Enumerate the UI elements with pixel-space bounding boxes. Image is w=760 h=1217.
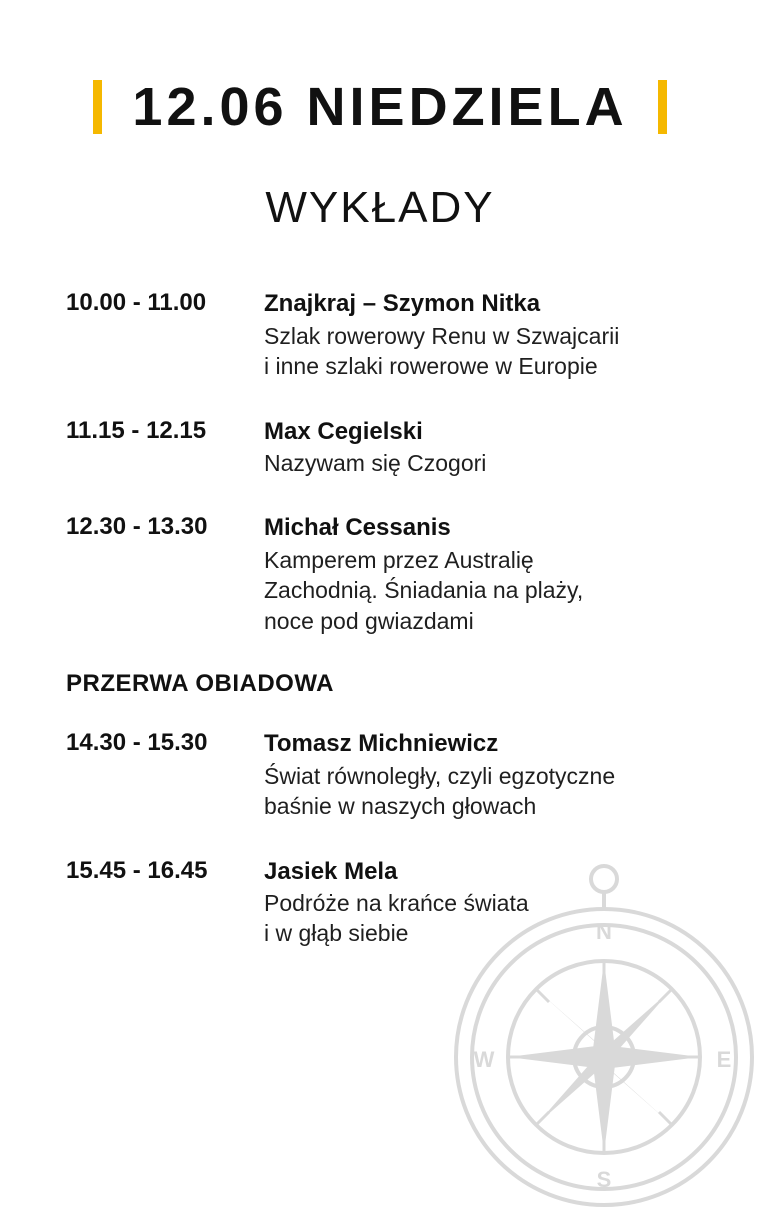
svg-text:S: S bbox=[596, 1167, 612, 1192]
entry-description bbox=[264, 321, 698, 382]
entry-speaker: Tomasz Michniewicz bbox=[264, 730, 499, 758]
entry-details bbox=[264, 288, 698, 381]
page-subtitle: WYKŁADY bbox=[265, 183, 495, 233]
entry-description-line: i w głąb siebie bbox=[264, 920, 409, 947]
entry-description-line: i inne szlaki rowerowe w Europie bbox=[264, 353, 598, 380]
lunch-break-label: PRZERWA OBIADOWA bbox=[66, 670, 335, 698]
entry-time: 12.30 - 13.30 bbox=[66, 513, 208, 541]
entry-details bbox=[264, 728, 698, 821]
entry-description-line: Świat równoległy, czyli egzotyczne bbox=[264, 762, 616, 789]
entry-description-line: Zachodnią. Śniadania na plaży, bbox=[264, 577, 584, 604]
entry-details bbox=[264, 856, 698, 949]
schedule-entry bbox=[66, 728, 698, 821]
schedule-entry bbox=[66, 416, 698, 479]
page-title: 12.06 NIEDZIELA bbox=[132, 77, 628, 138]
schedule-entry bbox=[66, 856, 698, 949]
accent-bar-left bbox=[93, 80, 102, 134]
entry-description-line: noce pod gwiazdami bbox=[264, 607, 474, 634]
lunch-break-row bbox=[66, 670, 698, 698]
entry-description-line: Szlak rowerowy Renu w Szwajcarii bbox=[264, 322, 620, 349]
entry-time: 14.30 - 15.30 bbox=[66, 729, 208, 757]
entry-description-line: Nazywam się Czogori bbox=[264, 449, 487, 476]
entry-description-line: Kamperem przez Australię bbox=[264, 546, 534, 573]
schedule-list bbox=[0, 288, 760, 949]
entry-time: 10.00 - 11.00 bbox=[66, 289, 207, 317]
entry-details bbox=[264, 416, 698, 479]
accent-bar-right bbox=[658, 80, 667, 134]
entry-description-line: Podróże na krańce świata bbox=[264, 889, 529, 916]
svg-text:W: W bbox=[473, 1047, 495, 1072]
title-row bbox=[0, 44, 760, 170]
poster-header bbox=[0, 0, 760, 233]
entry-speaker: Jasiek Mela bbox=[264, 857, 398, 885]
entry-speaker: Max Cegielski bbox=[264, 417, 423, 445]
entry-speaker: Znajkraj – Szymon Nitka bbox=[264, 290, 541, 318]
entry-speaker: Michał Cessanis bbox=[264, 514, 451, 542]
entry-description bbox=[264, 545, 698, 637]
entry-description-line: baśnie w naszych głowach bbox=[264, 793, 537, 820]
entry-description bbox=[264, 448, 698, 479]
svg-text:E: E bbox=[716, 1047, 732, 1072]
schedule-entry bbox=[66, 512, 698, 636]
svg-text:N: N bbox=[596, 919, 612, 944]
entry-description bbox=[264, 888, 698, 949]
entry-description bbox=[264, 761, 698, 822]
schedule-entry bbox=[66, 288, 698, 381]
entry-details bbox=[264, 512, 698, 636]
entry-time: 15.45 - 16.45 bbox=[66, 856, 208, 884]
entry-time: 11.15 - 12.15 bbox=[66, 416, 207, 444]
